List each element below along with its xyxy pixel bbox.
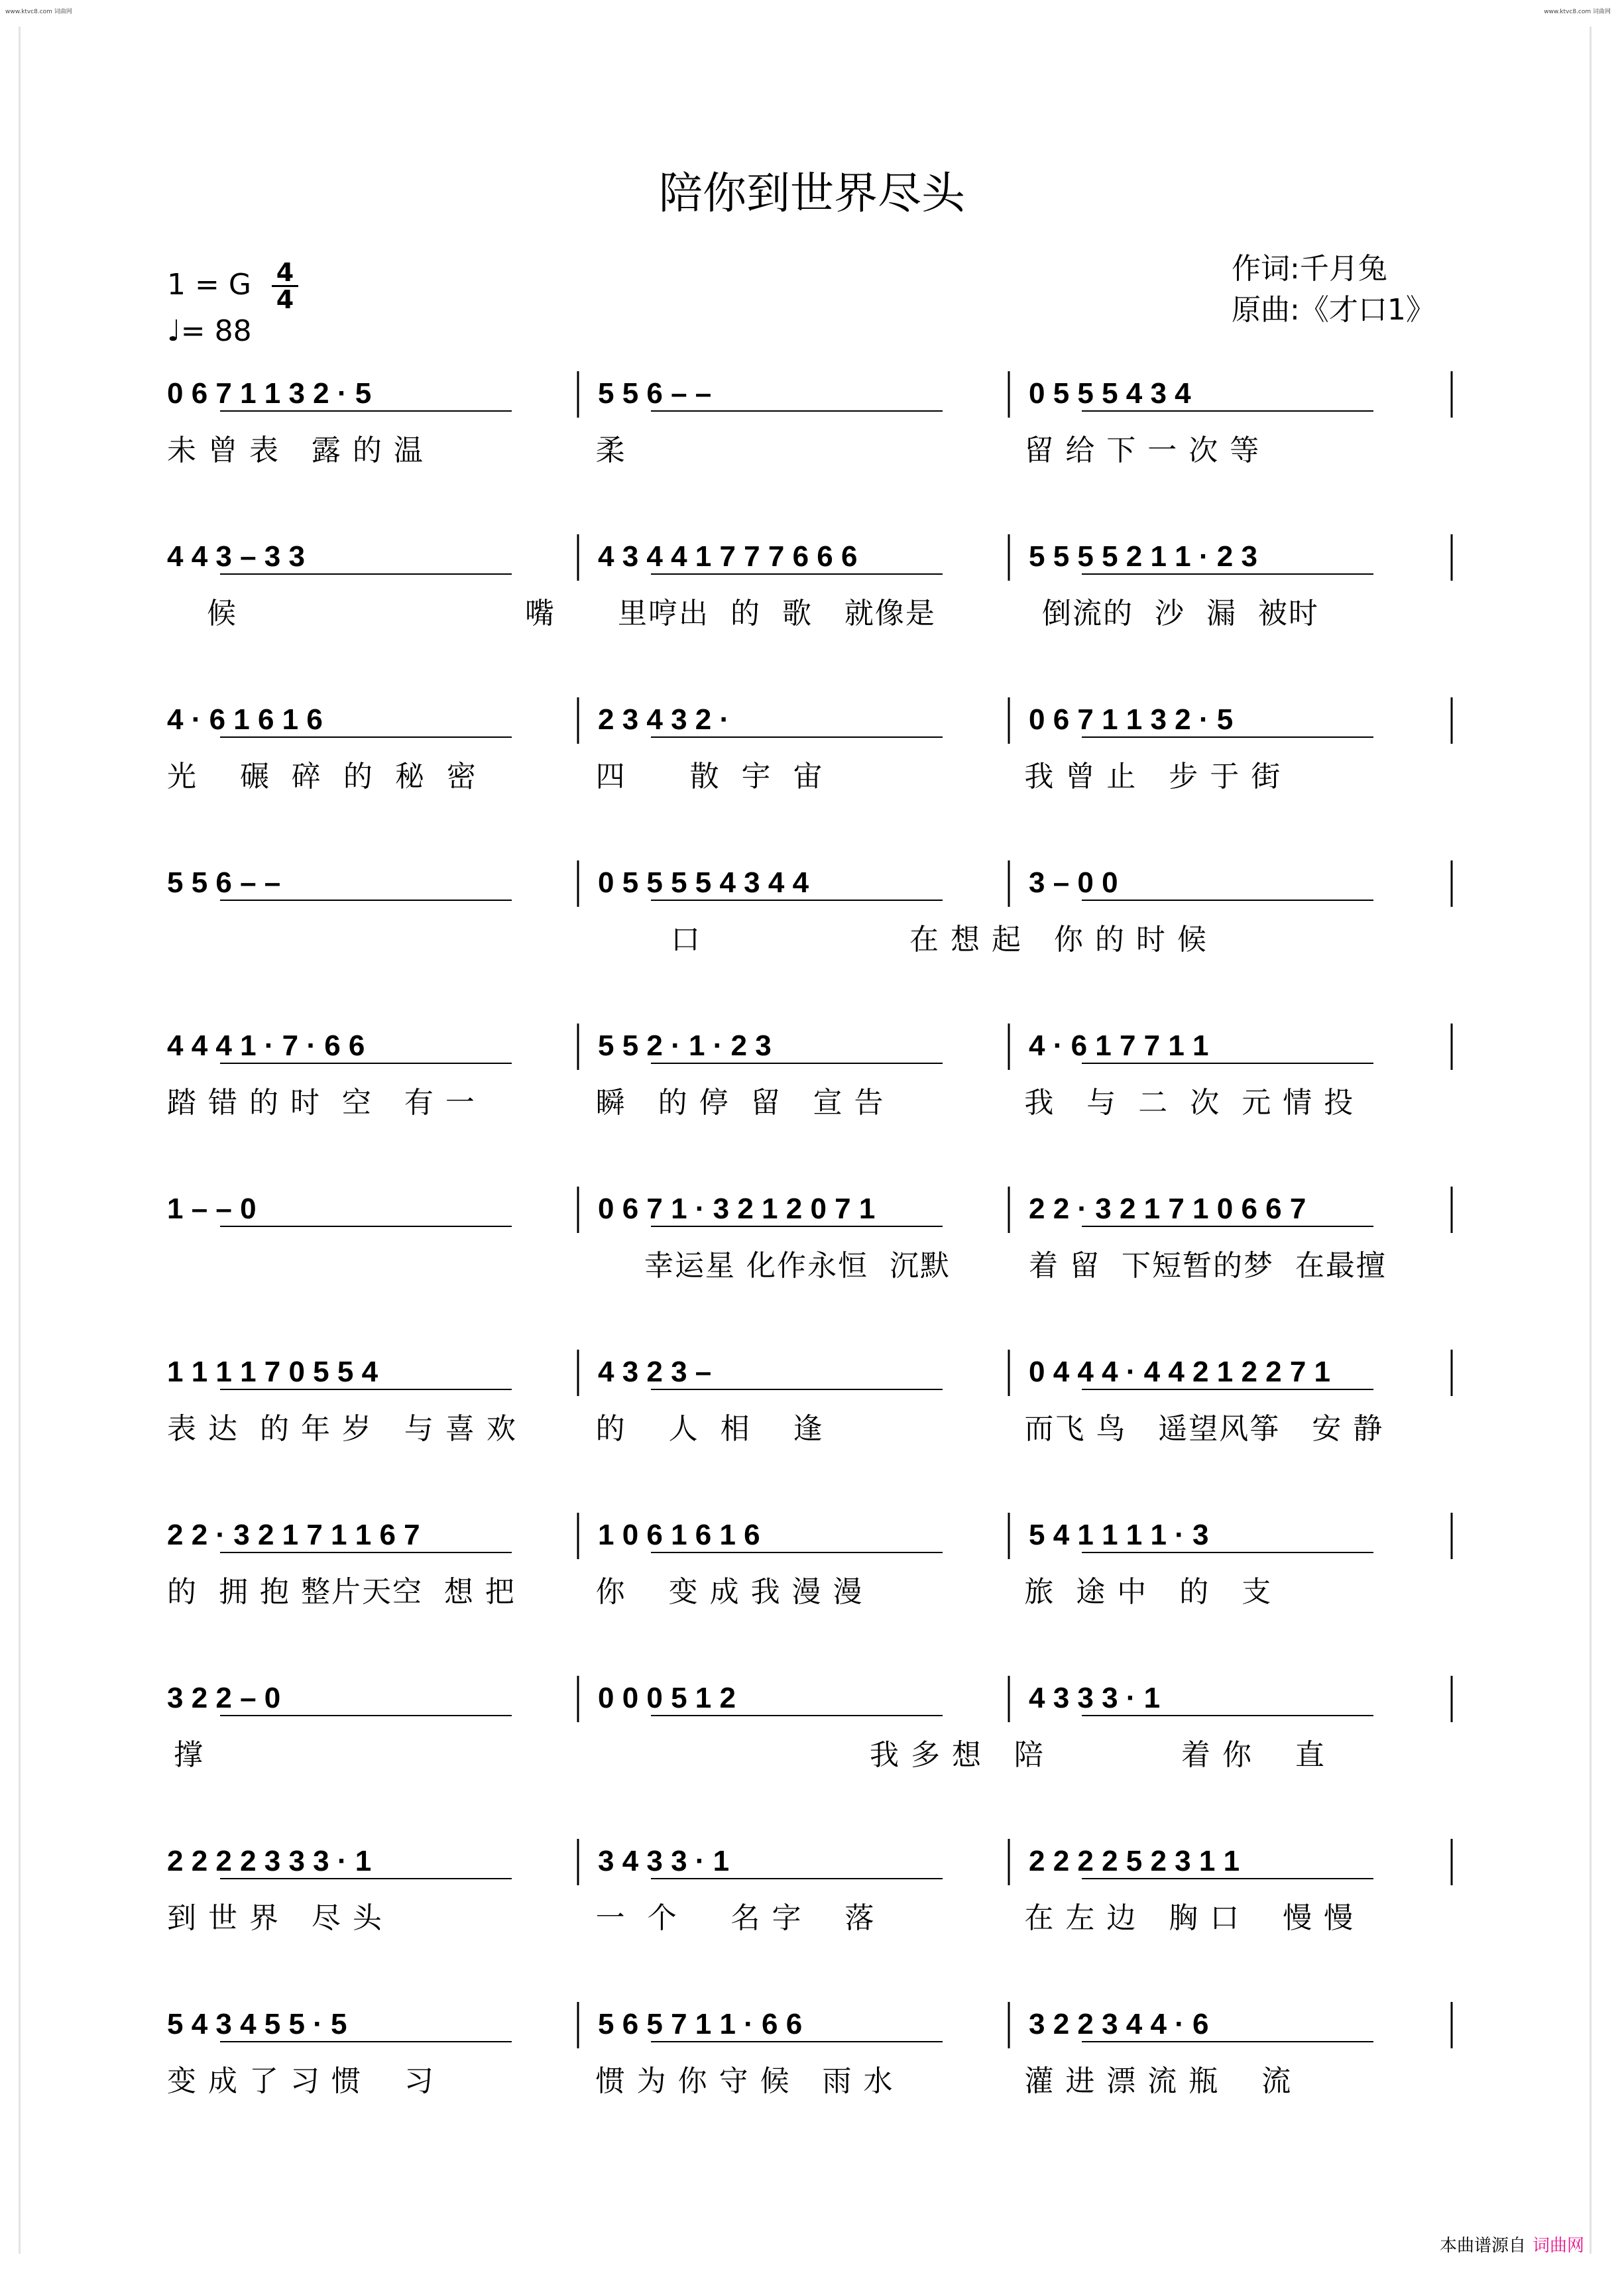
lyric-segment: 光 碾 碎 的 秘 密 [167, 760, 477, 793]
quarter-note-icon: ♩ [167, 314, 181, 348]
measure-notes: 2 2 2 2 3 3 3 · 1 [167, 1845, 372, 1877]
system-lyrics [167, 1572, 1453, 1612]
score-system [167, 1839, 1453, 1938]
lyric-segment: 柔 [595, 434, 626, 467]
lyric-segment: 四 散 宇 宙 [595, 760, 824, 793]
time-bottom: 4 [276, 285, 294, 314]
measure-notes: 5 4 3 4 5 5 · 5 [167, 2008, 347, 2040]
measure-notes: 4 3 3 3 · 1 [1029, 1682, 1161, 1714]
measure-notes: 5 4 1 1 1 1 · 3 [1029, 1519, 1209, 1551]
system-lyrics [167, 594, 1453, 634]
key-signature [167, 264, 251, 306]
lyric-segment: 在 想 起 你 的 时 候 [909, 923, 1208, 957]
system-notes [167, 697, 1453, 744]
score-system [167, 860, 1453, 960]
lyric-segment: 幸运星 化作永恒 沉默 [644, 1249, 951, 1283]
measure-notes: 5 5 5 5 2 1 1 · 2 3 [1029, 540, 1257, 573]
tempo-mark [167, 310, 252, 353]
measure-notes: 5 5 6 – – [598, 377, 712, 410]
lyric-segment: 的 拥 抱 整片天空 想 把 [167, 1575, 516, 1609]
lyric-segment: 着 你 直 [1181, 1738, 1326, 1772]
footer-source: 本曲谱源自 [1439, 2236, 1526, 2256]
lyric-segment: 里哼出 的 歌 就像是 [618, 597, 936, 630]
measure-notes: 0 4 4 4 · 4 4 2 1 2 2 7 1 [1029, 1356, 1330, 1388]
footer-credit [1440, 2232, 1584, 2256]
key-label: 1 = G [167, 268, 251, 302]
corner-watermark-right: www.ktvc8.com 词曲网 [1544, 9, 1611, 15]
system-notes [167, 1024, 1453, 1070]
page-border-right [1590, 27, 1592, 2254]
lyric-segment: 表 达 的 年 岁 与 喜 欢 [167, 1412, 517, 1446]
lyric-segment: 留 给 下 一 次 等 [1024, 434, 1261, 467]
system-lyrics [167, 1409, 1453, 1449]
measure-notes: 0 6 7 1 1 3 2 · 5 [167, 377, 372, 410]
page-border-left [19, 27, 21, 2254]
lyric-segment: 在 左 边 胸 口 慢 慢 [1024, 1901, 1355, 1935]
measure-notes: 1 1 1 1 7 0 5 5 4 [167, 1356, 378, 1388]
lyric-segment: 嘴 [525, 597, 555, 630]
lyric-segment: 一 个 名 字 落 [595, 1901, 876, 1935]
measure-notes: 0 5 5 5 4 3 4 [1029, 377, 1191, 410]
lyric-segment: 而飞 鸟 遥望风筝 安 静 [1024, 1412, 1384, 1446]
score-system [167, 1187, 1453, 1286]
lyric-segment: 你 变 成 我 漫 漫 [595, 1575, 864, 1609]
measure-notes: 0 5 5 5 5 4 3 4 4 [598, 866, 809, 899]
lyric-segment: 我 与 二 次 元 情 投 [1024, 1086, 1355, 1120]
system-lyrics [167, 1899, 1453, 1938]
system-lyrics [167, 1735, 1453, 1775]
measure-notes: 5 5 6 – – [167, 866, 281, 899]
original-credit: 原曲:《才口1》 [1232, 293, 1435, 327]
lyric-segment: 变 成 了 习 惯 习 [167, 2064, 435, 2098]
measure-notes: 2 2 · 3 2 1 7 1 1 6 7 [167, 1519, 420, 1551]
system-lyrics [167, 920, 1453, 960]
system-notes [167, 1676, 1453, 1722]
measure-notes: 0 0 0 5 1 2 [598, 1682, 736, 1714]
lyric-segment: 撑 [174, 1738, 204, 1772]
lyric-segment: 瞬 的 停 留 宣 告 [595, 1086, 885, 1120]
system-notes [167, 534, 1453, 581]
measure-notes: 3 2 2 – 0 [167, 1682, 281, 1714]
system-lyrics [167, 2062, 1453, 2101]
system-lyrics [167, 757, 1453, 797]
score-system [167, 534, 1453, 634]
score-system [167, 1513, 1453, 1612]
measure-notes: 2 2 2 2 5 2 3 1 1 [1029, 1845, 1240, 1877]
system-lyrics [167, 431, 1453, 471]
lyric-segment: 倒流的 沙 漏 被时 [1042, 597, 1319, 630]
system-notes [167, 860, 1453, 907]
measure-notes: 3 2 2 3 4 4 · 6 [1029, 2008, 1209, 2040]
lyric-segment: 的 人 相 逢 [595, 1412, 824, 1446]
system-lyrics [167, 1246, 1453, 1286]
lyric-segment: 候 [207, 597, 237, 630]
song-title: 陪你到世界尽头 [659, 168, 965, 219]
lyric-segment: 未 曾 表 露 的 温 [167, 434, 424, 467]
tempo-value: = 88 [180, 314, 252, 348]
score-system [167, 1024, 1453, 1123]
lyric-segment: 到 世 界 尽 头 [167, 1901, 383, 1935]
lyric-segment: 着 留 下短暂的梦 在最擅 [1029, 1249, 1387, 1283]
lyric-segment: 我 多 想 陪 [870, 1738, 1045, 1772]
lyric-segment: 惯 为 你 守 候 雨 水 [595, 2064, 894, 2098]
system-lyrics [167, 1083, 1453, 1123]
lyric-segment: 踏 错 的 时 空 有 一 [167, 1086, 476, 1120]
time-top: 4 [276, 258, 294, 287]
measure-notes: 1 0 6 1 6 1 6 [598, 1519, 760, 1551]
measure-notes: 4 4 4 1 · 7 · 6 6 [167, 1029, 365, 1062]
system-notes [167, 1839, 1453, 1885]
measure-notes: 1 – – 0 [167, 1193, 257, 1225]
measure-notes: 0 6 7 1 · 3 2 1 2 0 7 1 [598, 1193, 876, 1225]
system-notes [167, 371, 1453, 418]
corner-watermark-left: www.ktvc8.com 词曲网 [5, 9, 72, 15]
lyric-segment: 灌 进 漂 流 瓶 流 [1024, 2064, 1293, 2098]
measure-notes: 5 6 5 7 1 1 · 6 6 [598, 2008, 803, 2040]
score-system [167, 1676, 1453, 1775]
measure-notes: 2 3 4 3 2 · [598, 703, 730, 736]
lyric-segment: 我 曾 止 步 于 街 [1024, 760, 1282, 793]
time-signature [272, 260, 298, 312]
measure-notes: 5 5 2 · 1 · 2 3 [598, 1029, 772, 1062]
footer-brand: 词曲网 [1532, 2236, 1584, 2256]
measure-notes: 3 – 0 0 [1029, 866, 1118, 899]
measure-notes: 3 4 3 3 · 1 [598, 1845, 730, 1877]
score-system [167, 1350, 1453, 1449]
system-notes [167, 1187, 1453, 1233]
measure-notes: 2 2 · 3 2 1 7 1 0 6 6 7 [1029, 1193, 1306, 1225]
system-notes [167, 1513, 1453, 1559]
system-notes [167, 2002, 1453, 2048]
measure-notes: 4 3 4 4 1 7 7 7 6 6 6 [598, 540, 858, 573]
score-system [167, 697, 1453, 797]
lyricist-credit: 作词:千月兔 [1232, 252, 1387, 286]
measure-notes: 4 4 3 – 3 3 [167, 540, 305, 573]
system-notes [167, 1350, 1453, 1396]
measure-notes: 4 · 6 1 6 1 6 [167, 703, 323, 736]
lyric-segment: 旅 途 中 的 支 [1024, 1575, 1273, 1609]
measure-notes: 4 3 2 3 – [598, 1356, 712, 1388]
measure-notes: 4 · 6 1 7 7 1 1 [1029, 1029, 1209, 1062]
score-system [167, 371, 1453, 471]
lyric-segment: 口 [671, 923, 701, 957]
score-system [167, 2002, 1453, 2101]
measure-notes: 0 6 7 1 1 3 2 · 5 [1029, 703, 1234, 736]
